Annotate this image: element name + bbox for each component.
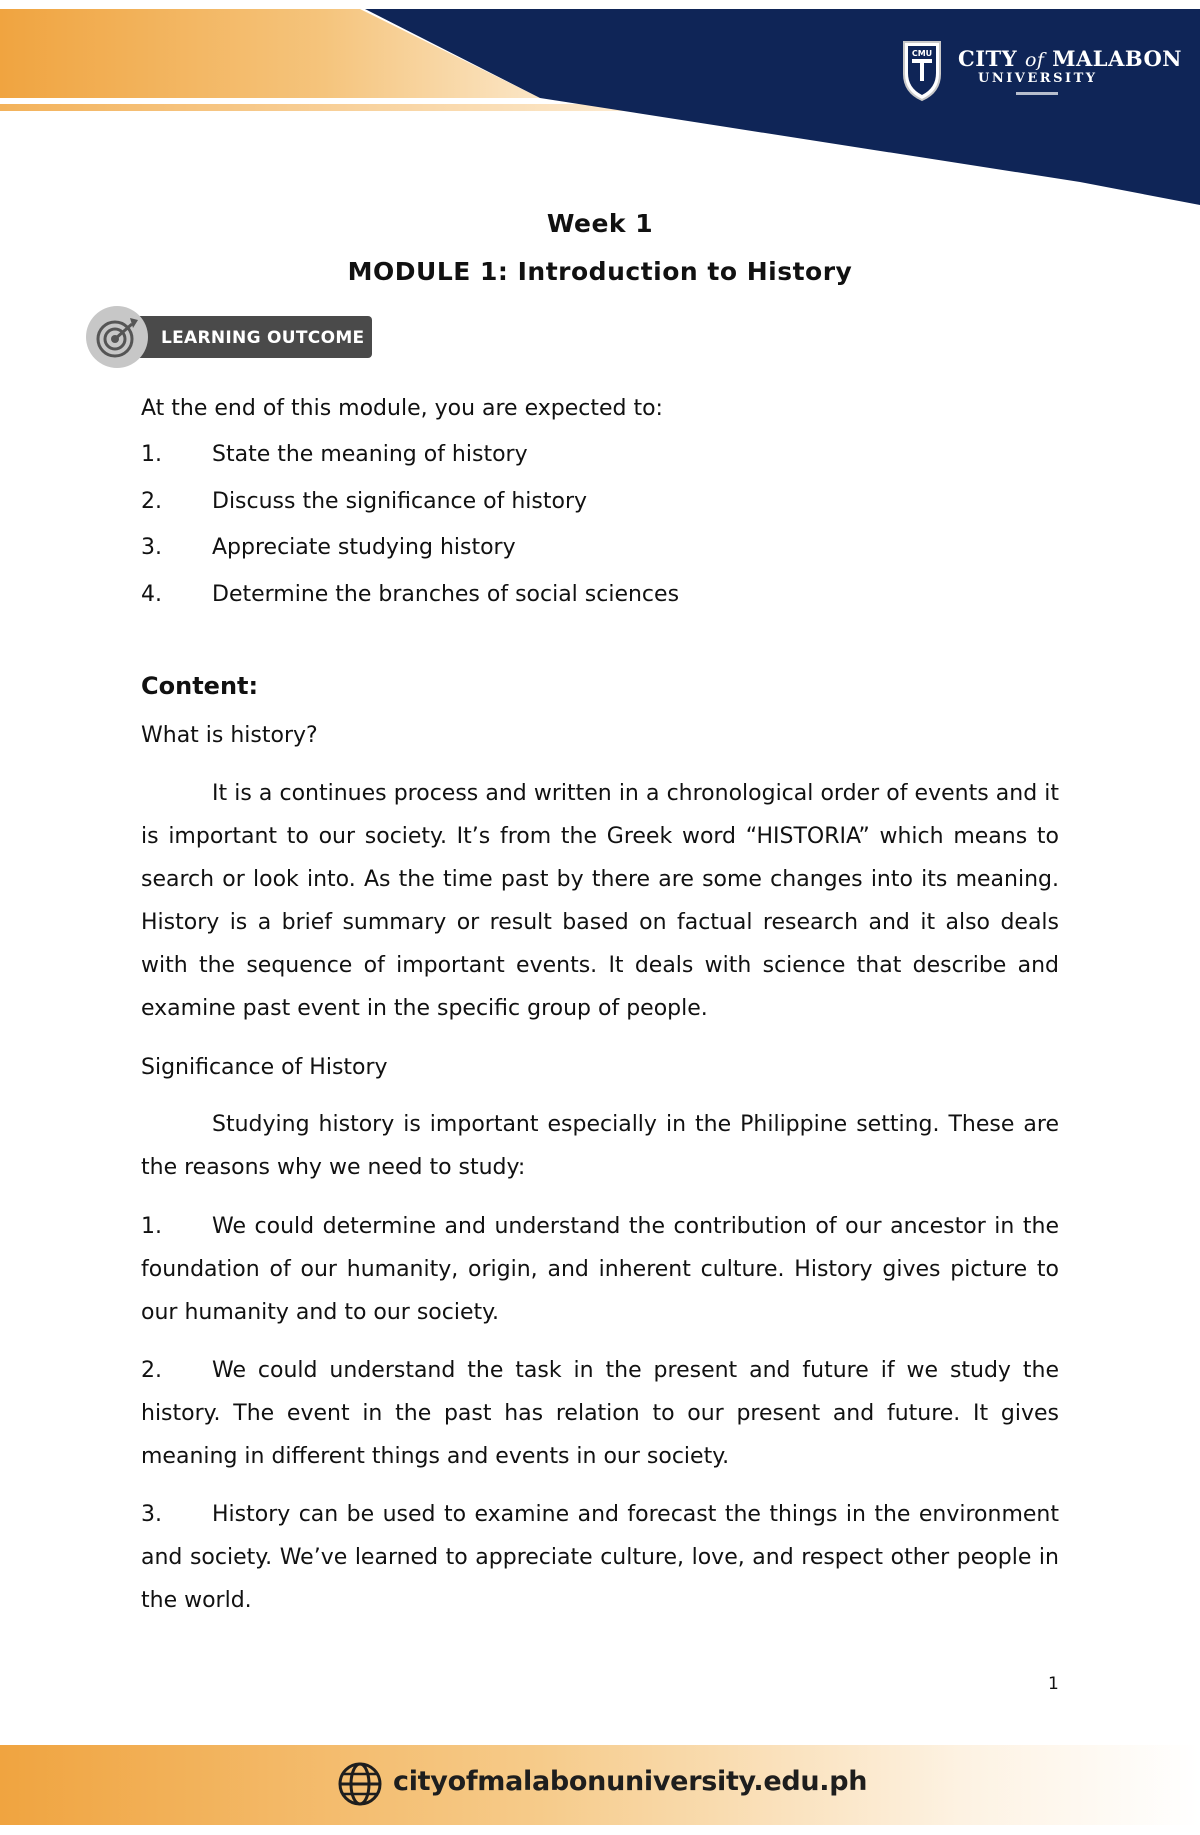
content-heading: Content:	[141, 672, 259, 700]
page-number: 1	[1048, 1674, 1059, 1694]
module-title: MODULE 1: Introduction to History	[347, 257, 853, 286]
reason-text: History can be used to examine and forecast the things in the environment and society. We’ve learned to appreciate culture, love, and respect other people in the world.	[141, 1502, 1059, 1613]
logo-name-line2: UNIVERSITY	[978, 71, 1098, 86]
reason-item	[141, 1349, 1059, 1478]
logo-of: of	[1024, 49, 1045, 71]
outcome-item: Determine the branches of social sciences	[212, 582, 680, 607]
outcome-intro: At the end of this module, you are expected to:	[141, 396, 663, 421]
significance-subheading: Significance of History	[141, 1055, 388, 1080]
what-is-history-text: It is a continues process and written in a chronological order of events and it is important to our society. It’s from the Greek word “HISTORIA” which means to search or look into. As the time past by there are some changes into its meaning. History is a brief summary or result based on factual research and it also deals with the sequence of important events. It deals with science that describe and examine past event in the specific group of people.	[141, 781, 1059, 1021]
outcome-number: 2.	[141, 489, 162, 514]
reason-number: 2.	[141, 1358, 162, 1383]
what-is-history-subheading: What is history?	[141, 723, 318, 748]
logo-malabon: MALABON	[1052, 46, 1182, 71]
significance-intro-text: Studying history is important especially in the Philippine setting. These are the reasons why we need to study:	[141, 1112, 1059, 1180]
learning-outcome-label: LEARNING OUTCOME	[161, 328, 365, 348]
reason-item	[141, 1205, 1059, 1334]
reason-text: We could determine and understand the contribution of our ancestor in the foundation of our humanity, origin, and inherent culture. History gives picture to our humanity and to our society.	[141, 1214, 1059, 1325]
significance-intro	[141, 1103, 1059, 1189]
outcome-number: 1.	[141, 442, 162, 467]
learning-outcome-badge	[86, 306, 372, 368]
seal-text: CMU	[911, 49, 933, 58]
website-link[interactable]: cityofmalabonuniversity.edu.ph	[393, 1766, 868, 1797]
university-logo	[900, 36, 1182, 104]
reason-item	[141, 1493, 1059, 1622]
week-title: Week 1	[546, 209, 654, 238]
outcome-item: Appreciate studying history	[212, 535, 516, 560]
logo-divider	[1016, 92, 1058, 95]
outcome-number: 4.	[141, 582, 162, 607]
logo-city: CITY	[958, 46, 1018, 71]
logo-name-line1	[958, 46, 1182, 71]
university-seal-icon	[900, 36, 944, 102]
learning-outcome-circle	[86, 306, 148, 368]
target-icon	[86, 306, 148, 368]
reason-text: We could understand the task in the present and future if we study the history. The event in the past has relation to our present and future. It gives meaning in different things and events in our society.	[141, 1358, 1059, 1469]
globe-icon	[337, 1761, 383, 1807]
reason-number: 3.	[141, 1502, 162, 1527]
outcome-item: Discuss the significance of history	[212, 489, 588, 514]
outcome-item: State the meaning of history	[212, 442, 528, 467]
outcome-number: 3.	[141, 535, 162, 560]
reason-number: 1.	[141, 1214, 162, 1239]
header-banner	[0, 0, 1200, 215]
what-is-history-paragraph	[141, 772, 1059, 1030]
